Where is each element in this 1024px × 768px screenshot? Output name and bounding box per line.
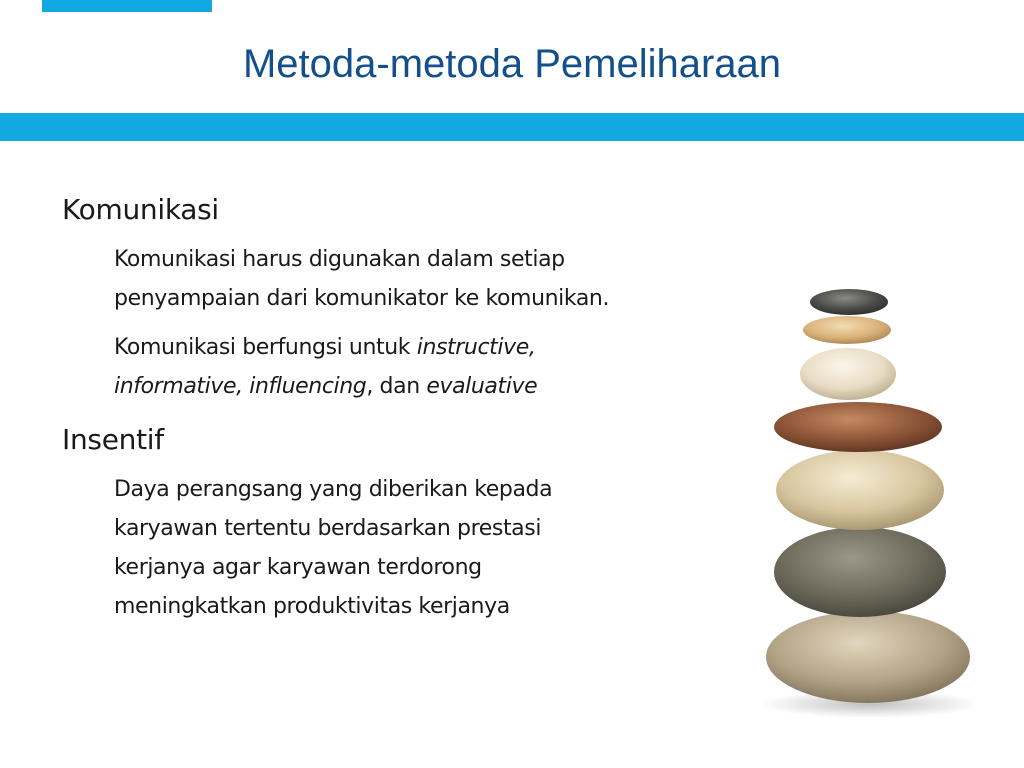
- komunikasi-paragraph-1: [114, 240, 782, 318]
- title-underline-bar: [0, 113, 1024, 141]
- stacked-stones-image: [750, 282, 980, 722]
- italic-term: instructive,: [416, 335, 536, 360]
- section-heading-insentif: Insentif: [62, 423, 164, 456]
- text-line: penyampaian dari komunikator ke komunikan.: [114, 286, 610, 311]
- section-heading-komunikasi: Komunikasi: [62, 193, 219, 226]
- komunikasi-paragraph-2: [114, 328, 782, 406]
- insentif-paragraph: [114, 470, 782, 626]
- slide-title: Metoda-metoda Pemeliharaan: [242, 42, 782, 86]
- text-segment: , dan: [366, 374, 427, 399]
- text-segment: Komunikasi berfungsi untuk: [114, 335, 417, 360]
- top-accent-bar: [42, 0, 212, 12]
- stone-base: [766, 611, 970, 703]
- stone-olive: [774, 527, 946, 617]
- stone-beige: [776, 450, 944, 530]
- text-line: meningkatkan produktivitas kerjanya: [114, 594, 510, 619]
- stone-brown: [774, 402, 942, 452]
- text-line: karyawan tertentu berdasarkan prestasi: [114, 516, 542, 541]
- italic-term: informative, influencing: [114, 374, 367, 399]
- stone-cream: [800, 348, 896, 400]
- text-line: kerjanya agar karyawan terdorong: [114, 555, 482, 580]
- stone-tan: [803, 316, 891, 344]
- stone-top-dark: [810, 289, 888, 315]
- text-line: Daya perangsang yang diberikan kepada: [114, 477, 553, 502]
- text-line: Komunikasi harus digunakan dalam setiap: [114, 247, 565, 272]
- italic-term: evaluative: [426, 374, 538, 399]
- slide-body: [62, 186, 782, 636]
